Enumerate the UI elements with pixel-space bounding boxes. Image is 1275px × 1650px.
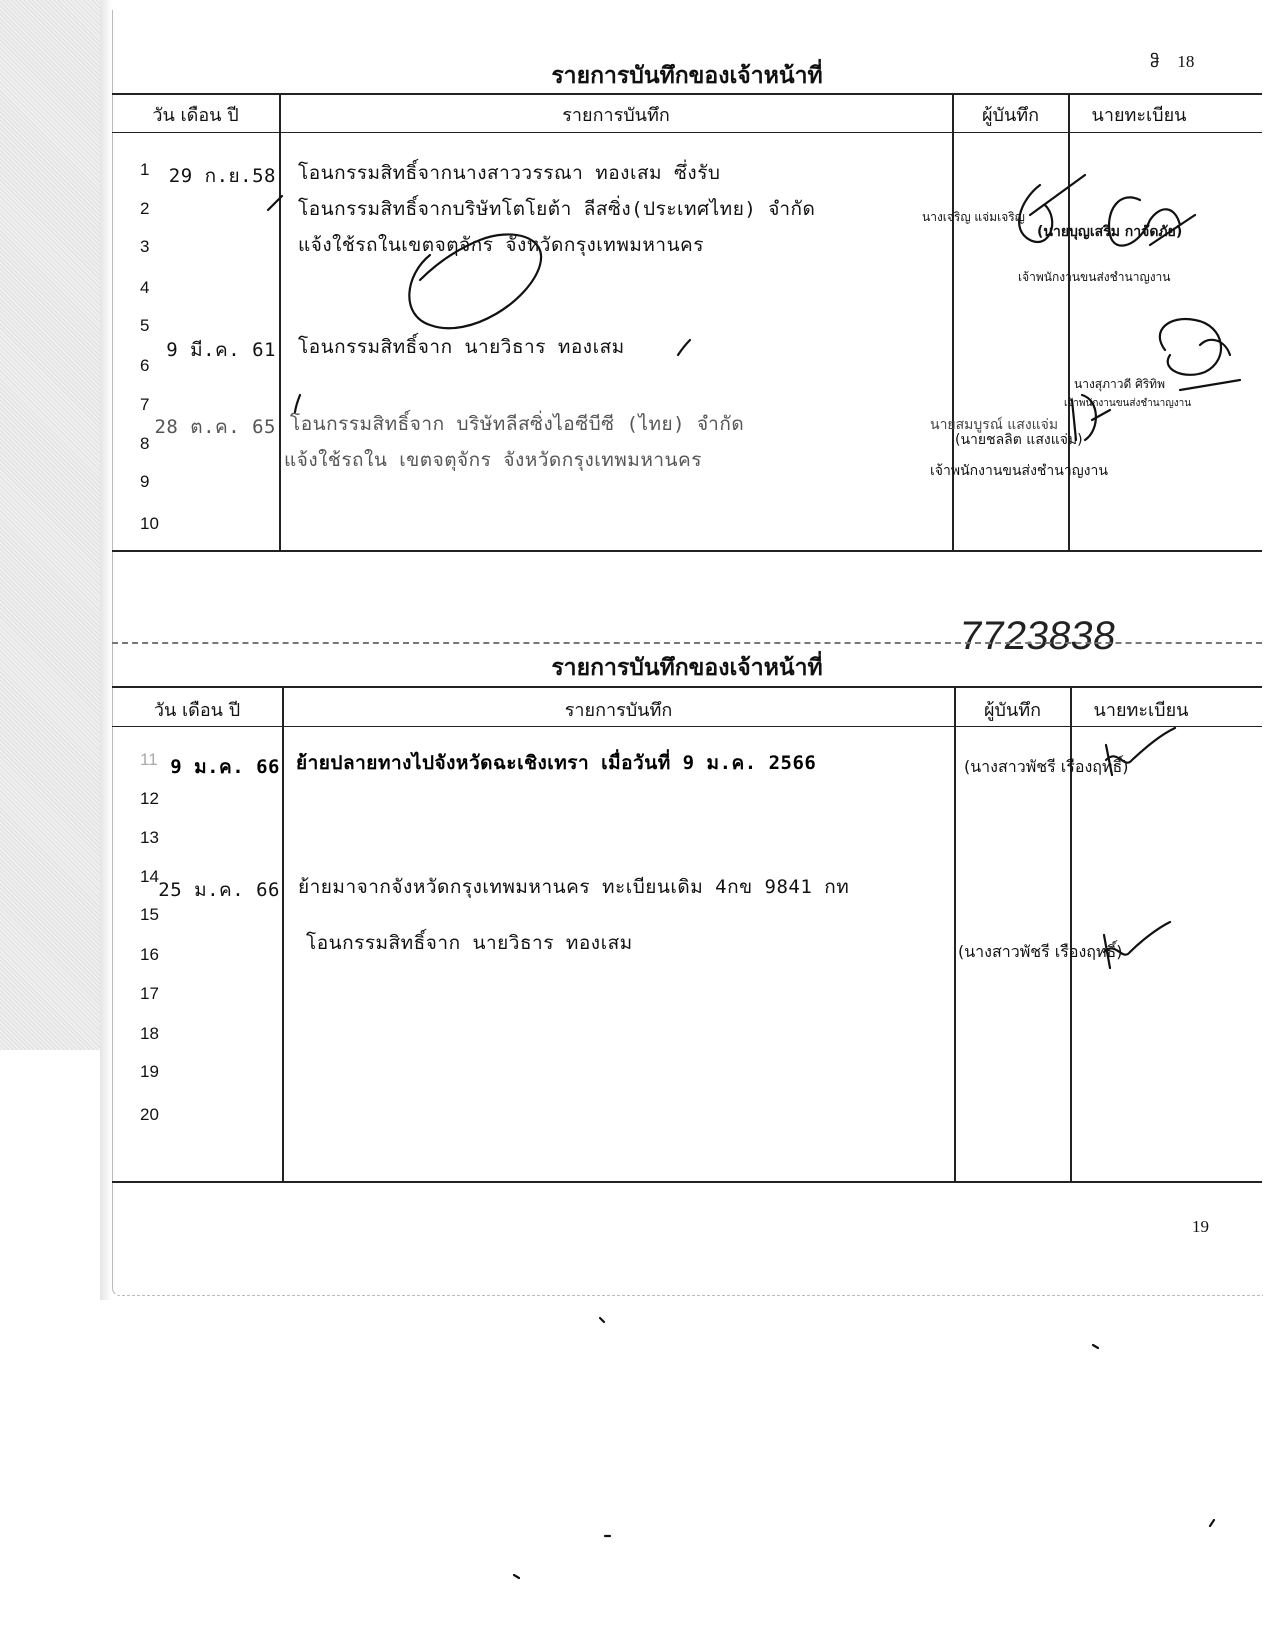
entry-line: โอนกรรมสิทธิ์จาก บริษัทลีสซิ่งไอซีบีซี (ไทย) จำกัด: [290, 413, 745, 435]
column-header-registrar: นายทะเบียน: [1091, 105, 1187, 126]
ink-speck: [1210, 1520, 1214, 1526]
record-block-1: [112, 48, 1262, 568]
scan-shadow-fade: [100, 0, 112, 1300]
line-number: 18: [140, 1024, 159, 1043]
line-number: 10: [140, 514, 159, 533]
block-title: รายการบันทึกของเจ้าหน้าที่: [551, 655, 823, 681]
recorder-signature-name: (นางสาวพัชรี เรืองฤทธิ์): [964, 757, 1129, 776]
ink-speck: [514, 1575, 519, 1578]
entry-date: 9 มี.ค. 61: [166, 339, 276, 361]
block-title: รายการบันทึกของเจ้าหน้าที่: [551, 63, 823, 89]
registrar-signature-title: เจ้าพนักงานขนส่งชำนาญงาน: [1064, 398, 1192, 409]
line-number: 15: [140, 905, 159, 924]
column-header-recorder: ผู้บันทึก: [981, 105, 1040, 126]
entry-line: ย้ายปลายทางไปจังหวัดฉะเชิงเทรา เมื่อวันที่ 9 ม.ค. 2566: [296, 752, 817, 774]
entry-line: โอนกรรมสิทธิ์จากนางสาววรรณา ทองเสม ซึ่งรับ: [298, 162, 721, 184]
line-number: 16: [140, 945, 159, 964]
column-header-date: วัน เดือน ปี: [152, 105, 239, 126]
recorder-signature-name: นายสมบูรณ์ แสงแจ่ม: [930, 417, 1059, 433]
column-header-registrar: นายทะเบียน: [1093, 700, 1189, 721]
partial-serial-number: 7723838: [956, 614, 1119, 658]
entry-line: แจ้งใช้รถในเขตจตุจักร จังหวัดกรุงเทพมหานคร: [298, 234, 704, 256]
header-top-rule: [112, 93, 1262, 95]
line-number: 9: [140, 472, 150, 491]
entry-line: โอนกรรมสิทธิ์จากบริษัทโตโยต้า ลีสซิ่ง(ประเทศไทย) จำกัด: [298, 198, 816, 220]
column-divider: [1068, 93, 1070, 552]
scan-shadow-edge: [0, 0, 112, 1050]
entry-line: แจ้งใช้รถใน เขตจตุจักร จังหวัดกรุงเทพมหานคร: [284, 449, 702, 471]
entry-line: ย้ายมาจากจังหวัดกรุงเทพมหานคร ทะเบียนเดิม 4กข 9841 กท: [298, 876, 850, 898]
header-bottom-rule: [112, 132, 1262, 133]
entry-line: โอนกรรมสิทธิ์จาก นายวิธาร ทองเสม: [306, 932, 633, 954]
line-number: 11: [140, 750, 158, 769]
entry-line: โอนกรรมสิทธิ์จาก นายวิธาร ทองเสม: [298, 336, 625, 358]
line-number: 20: [140, 1105, 159, 1124]
entry-date: 29 ก.ย.58: [168, 165, 276, 187]
page-number-top-value: 18: [1177, 52, 1195, 71]
registrar-signature-name: นางสุภาวดี ศิริทิพ: [1074, 377, 1166, 391]
header-top-rule: [112, 686, 1262, 688]
recorder-signature-name: (นางสาวพัชรี เรืองฤทธิ์): [958, 942, 1123, 961]
line-number: 3: [140, 237, 150, 256]
column-divider: [954, 686, 956, 1183]
line-number: 4: [140, 278, 150, 297]
line-number: 2: [140, 199, 150, 218]
page-number-bottom: 19: [1192, 1217, 1209, 1236]
line-number: 6: [140, 356, 150, 375]
block-bottom-rule: [112, 1181, 1262, 1183]
column-header-recorder: ผู้บันทึก: [983, 700, 1042, 721]
registrar-signature-name: (นายชลลิต แสงแจ่ม): [955, 432, 1083, 448]
line-number: 19: [140, 1062, 159, 1081]
ink-speck: [1093, 1345, 1098, 1348]
ink-speck: [600, 1318, 604, 1322]
column-header-entry: รายการบันทึก: [564, 700, 673, 721]
line-number: 17: [140, 984, 159, 1003]
registrar-signature-name: (นายบุญเสริม กาจัดภัย): [1037, 224, 1183, 240]
line-number: 5: [140, 316, 150, 335]
recorder-signature-name: นางเจริญ แจ่มเจริญ: [922, 210, 1025, 224]
line-number: 12: [140, 789, 159, 808]
page-mark: ჵ: [1150, 52, 1160, 71]
column-divider: [279, 93, 281, 552]
block-bottom-rule: [112, 550, 1262, 552]
record-block-2: [112, 640, 1262, 1200]
header-bottom-rule: [112, 726, 1262, 727]
entry-date: 9 ม.ค. 66: [170, 756, 280, 778]
registrar-signature-title: เจ้าพนักงานขนส่งชำนาญงาน: [930, 463, 1108, 479]
entry-date: 25 ม.ค. 66: [158, 879, 280, 901]
line-number: 8: [140, 434, 150, 453]
line-number: 7: [140, 395, 150, 414]
column-header-entry: รายการบันทึก: [562, 105, 670, 126]
line-number: 1: [140, 160, 150, 179]
column-divider: [952, 93, 954, 552]
entry-date: 28 ต.ค. 65: [154, 416, 276, 438]
column-header-date: วัน เดือน ปี: [153, 700, 241, 721]
line-number: 14: [140, 867, 159, 886]
registrar-signature-title: เจ้าพนักงานขนส่งชำนาญงาน: [1018, 270, 1171, 284]
line-number: 13: [140, 828, 159, 847]
column-divider: [282, 686, 284, 1183]
